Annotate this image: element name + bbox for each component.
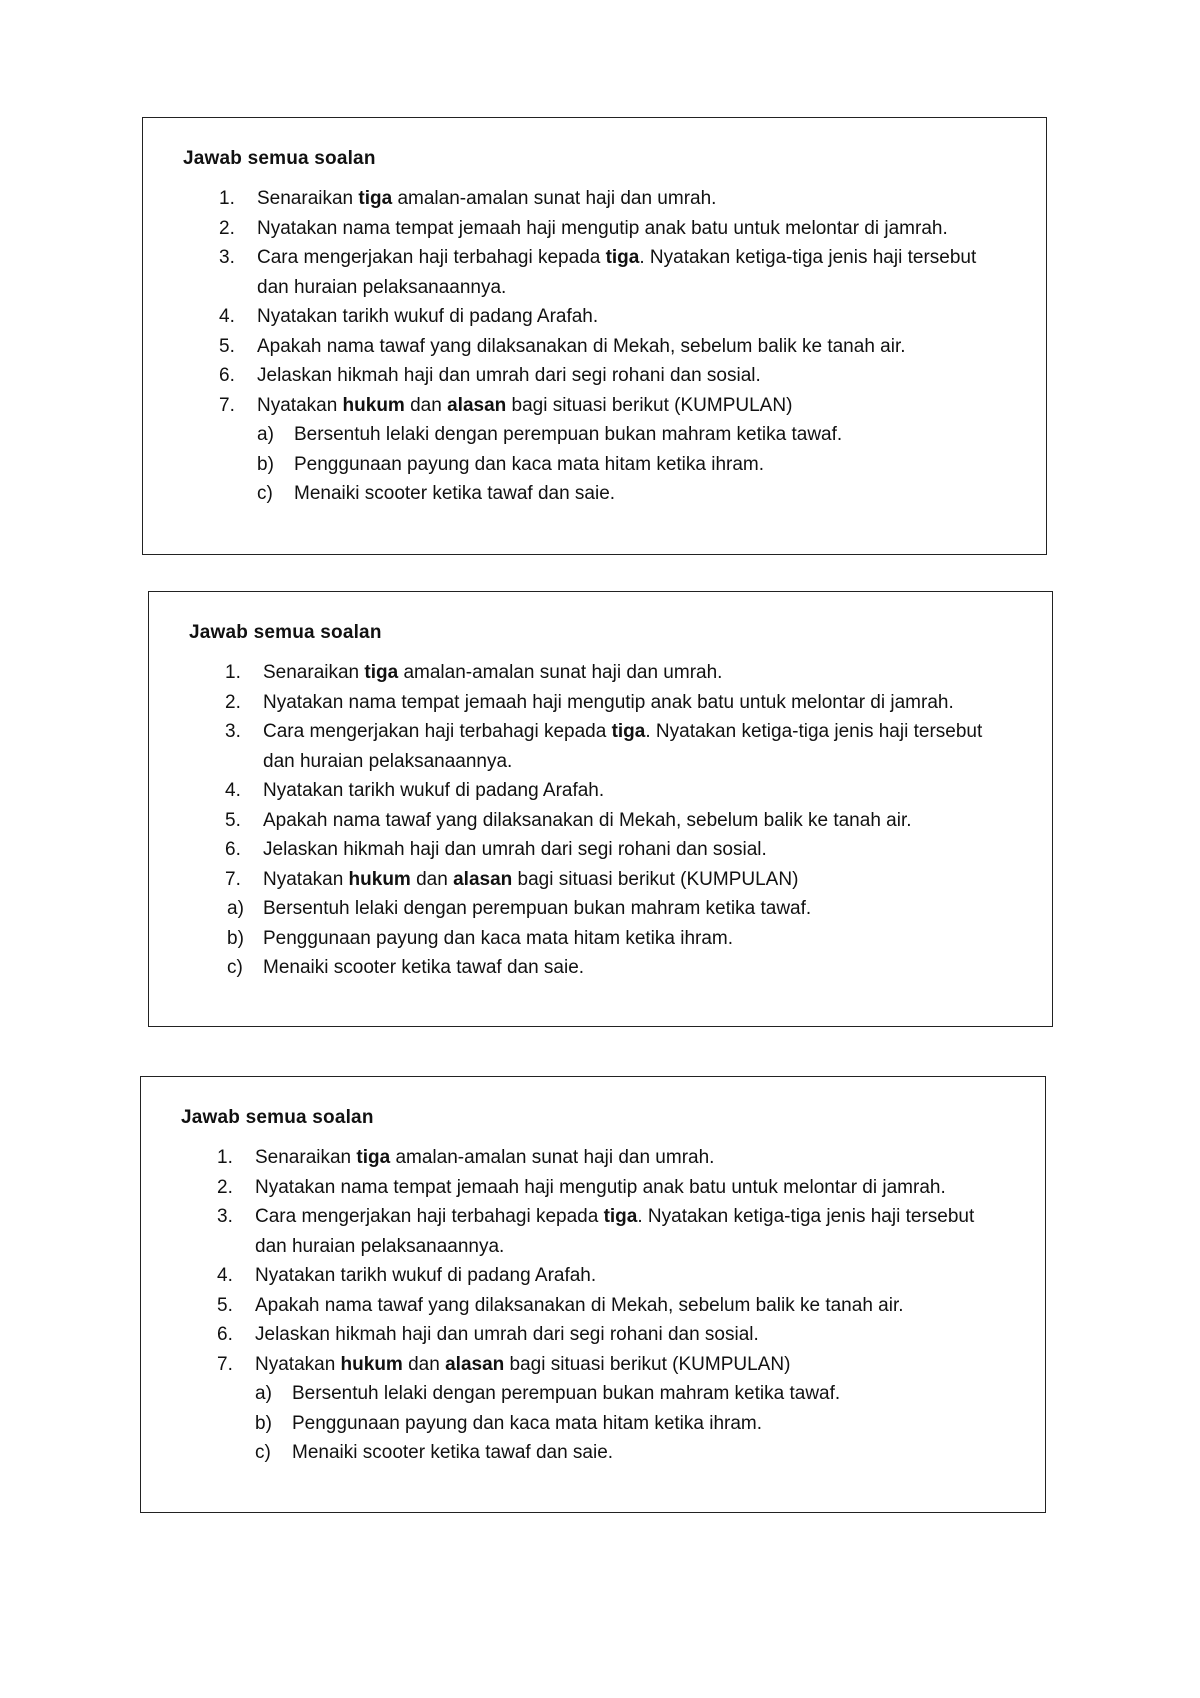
question-box-1: [142, 117, 1047, 555]
sub-question-letter: b): [255, 1412, 272, 1434]
question-text-continued: dan huraian pelaksanaannya.: [263, 750, 513, 772]
sub-question-text: Bersentuh lelaki dengan perempuan bukan mahram ketika tawaf.: [294, 424, 843, 445]
question-text: Nyatakan: [257, 394, 343, 416]
question-6: [183, 361, 1026, 391]
question-6: [181, 1320, 1025, 1350]
sub-question-letter: c): [255, 1442, 271, 1463]
sub-question-letter: a): [255, 1383, 272, 1404]
question-number: 7.: [225, 868, 241, 890]
question-text: Nyatakan: [263, 868, 349, 890]
question-emphasis: hukum: [340, 1353, 403, 1375]
sub-question-text: Penggunaan payung dan kaca mata hitam ketika ihram.: [263, 927, 734, 949]
sub-question-b: [189, 924, 1032, 954]
question-box-3: [140, 1076, 1046, 1513]
question-7: [189, 865, 1032, 895]
question-number: 3.: [225, 721, 241, 742]
question-text: . Nyatakan ketiga-tiga jenis haji tersebut: [637, 1206, 975, 1227]
question-text: Senaraikan: [255, 1147, 357, 1168]
question-emphasis: hukum: [348, 868, 411, 890]
sub-question-letter: a): [257, 424, 274, 445]
question-text: Cara mengerjakan haji terbahagi kepada: [255, 1206, 604, 1227]
question-text: Cara mengerjakan haji terbahagi kepada: [263, 721, 612, 742]
sub-question-text: Menaiki scooter ketika tawaf dan saie.: [263, 957, 585, 978]
question-number: 4.: [217, 1265, 233, 1286]
question-text: dan: [410, 868, 454, 890]
question-7: [181, 1350, 1025, 1380]
question-emphasis: tiga: [364, 662, 399, 683]
question-text: Apakah nama tawaf yang dilaksanakan di Mekah, sebelum balik ke tanah air.: [257, 335, 906, 357]
question-number: 1.: [225, 662, 241, 683]
question-text: Senaraikan: [263, 662, 365, 683]
question-3: [181, 1202, 1025, 1261]
box-heading: Jawab semua soalan: [181, 1107, 374, 1128]
question-7: [183, 391, 1026, 421]
question-number: 3.: [217, 1206, 233, 1227]
question-text: Jelaskan hikmah haji dan umrah dari segi rohani dan sosial.: [257, 365, 761, 386]
question-text: Jelaskan hikmah haji dan umrah dari segi rohani dan sosial.: [263, 839, 767, 860]
question-emphasis: hukum: [342, 394, 405, 416]
question-number: 4.: [225, 780, 241, 801]
question-text: bagi situasi berikut (KUMPULAN): [512, 868, 799, 890]
question-2: [181, 1173, 1025, 1203]
sub-question-letter: b): [257, 453, 274, 475]
sub-question-letter: c): [227, 957, 243, 978]
question-emphasis: alasan: [453, 868, 513, 890]
question-number: 2.: [219, 217, 235, 239]
question-emphasis: alasan: [447, 394, 507, 416]
question-4: [189, 776, 1032, 806]
question-text: Cara mengerjakan haji terbahagi kepada: [257, 247, 606, 268]
sub-question-c: [189, 953, 1032, 983]
sub-question-text: Bersentuh lelaki dengan perempuan bukan mahram ketika tawaf.: [263, 898, 812, 919]
question-text: Nyatakan nama tempat jemaah haji mengutip anak batu untuk melontar di jamrah.: [257, 217, 948, 239]
question-text: Nyatakan tarikh wukuf di padang Arafah.: [255, 1265, 597, 1286]
question-text: bagi situasi berikut (KUMPULAN): [506, 394, 793, 416]
sub-question-text: Bersentuh lelaki dengan perempuan bukan mahram ketika tawaf.: [292, 1383, 841, 1404]
question-1: [183, 184, 1026, 214]
question-text: Nyatakan nama tempat jemaah haji mengutip anak batu untuk melontar di jamrah.: [263, 691, 954, 713]
sub-question-letter: b): [227, 927, 244, 949]
question-text: Apakah nama tawaf yang dilaksanakan di Mekah, sebelum balik ke tanah air.: [255, 1294, 904, 1316]
sub-question-a: [183, 420, 1026, 450]
question-number: 6.: [217, 1324, 233, 1345]
question-box-2: [148, 591, 1053, 1027]
question-1: [189, 658, 1032, 688]
sub-question-c: [181, 1438, 1025, 1468]
question-text-continued: dan huraian pelaksanaannya.: [257, 276, 507, 298]
question-5: [189, 806, 1032, 836]
question-number: 2.: [225, 691, 241, 713]
question-4: [181, 1261, 1025, 1291]
question-text: Nyatakan tarikh wukuf di padang Arafah.: [263, 780, 605, 801]
question-text-continued: dan huraian pelaksanaannya.: [255, 1235, 505, 1257]
sub-question-letter: c): [257, 483, 273, 504]
question-number: 6.: [225, 839, 241, 860]
question-emphasis: tiga: [611, 721, 646, 742]
question-number: 1.: [217, 1147, 233, 1168]
question-box-content: [183, 148, 1026, 509]
question-number: 7.: [219, 394, 235, 416]
question-3: [189, 717, 1032, 776]
question-number: 5.: [225, 809, 241, 831]
question-number: 3.: [219, 247, 235, 268]
question-3: [183, 243, 1026, 302]
question-text: dan: [404, 394, 448, 416]
sub-question-b: [183, 450, 1026, 480]
question-5: [181, 1291, 1025, 1321]
question-text: amalan-amalan sunat haji dan umrah.: [398, 662, 723, 683]
question-number: 5.: [217, 1294, 233, 1316]
box-heading: Jawab semua soalan: [183, 148, 376, 169]
question-emphasis: alasan: [445, 1353, 505, 1375]
question-number: 7.: [217, 1353, 233, 1375]
question-number: 2.: [217, 1176, 233, 1198]
question-number: 5.: [219, 335, 235, 357]
question-emphasis: tiga: [356, 1147, 391, 1168]
question-number: 6.: [219, 365, 235, 386]
question-6: [189, 835, 1032, 865]
sub-question-b: [181, 1409, 1025, 1439]
sub-question-text: Menaiki scooter ketika tawaf dan saie.: [294, 483, 616, 504]
question-text: bagi situasi berikut (KUMPULAN): [504, 1353, 791, 1375]
sub-question-c: [183, 479, 1026, 509]
question-2: [183, 214, 1026, 244]
question-text: Senaraikan: [257, 188, 359, 209]
question-text: Nyatakan tarikh wukuf di padang Arafah.: [257, 306, 599, 327]
question-1: [181, 1143, 1025, 1173]
sub-question-text: Penggunaan payung dan kaca mata hitam ketika ihram.: [294, 453, 765, 475]
question-text: dan: [402, 1353, 446, 1375]
sub-question-a: [189, 894, 1032, 924]
question-text: Apakah nama tawaf yang dilaksanakan di Mekah, sebelum balik ke tanah air.: [263, 809, 912, 831]
box-heading: Jawab semua soalan: [189, 622, 382, 643]
question-text: Jelaskan hikmah haji dan umrah dari segi rohani dan sosial.: [255, 1324, 759, 1345]
question-box-content: [181, 1107, 1025, 1468]
question-emphasis: tiga: [358, 188, 393, 209]
sub-question-a: [181, 1379, 1025, 1409]
question-box-content: [189, 622, 1032, 983]
question-number: 1.: [219, 188, 235, 209]
sub-question-letter: a): [227, 898, 244, 919]
question-text: Nyatakan: [255, 1353, 341, 1375]
sub-question-text: Penggunaan payung dan kaca mata hitam ketika ihram.: [292, 1412, 763, 1434]
question-4: [183, 302, 1026, 332]
sub-question-text: Menaiki scooter ketika tawaf dan saie.: [292, 1442, 614, 1463]
question-number: 4.: [219, 306, 235, 327]
question-text: . Nyatakan ketiga-tiga jenis haji tersebut: [639, 247, 977, 268]
question-text: amalan-amalan sunat haji dan umrah.: [390, 1147, 715, 1168]
question-emphasis: tiga: [603, 1206, 638, 1227]
question-text: amalan-amalan sunat haji dan umrah.: [392, 188, 717, 209]
question-2: [189, 688, 1032, 718]
question-text: Nyatakan nama tempat jemaah haji mengutip anak batu untuk melontar di jamrah.: [255, 1176, 946, 1198]
question-text: . Nyatakan ketiga-tiga jenis haji tersebut: [645, 721, 983, 742]
question-5: [183, 332, 1026, 362]
question-emphasis: tiga: [605, 247, 640, 268]
